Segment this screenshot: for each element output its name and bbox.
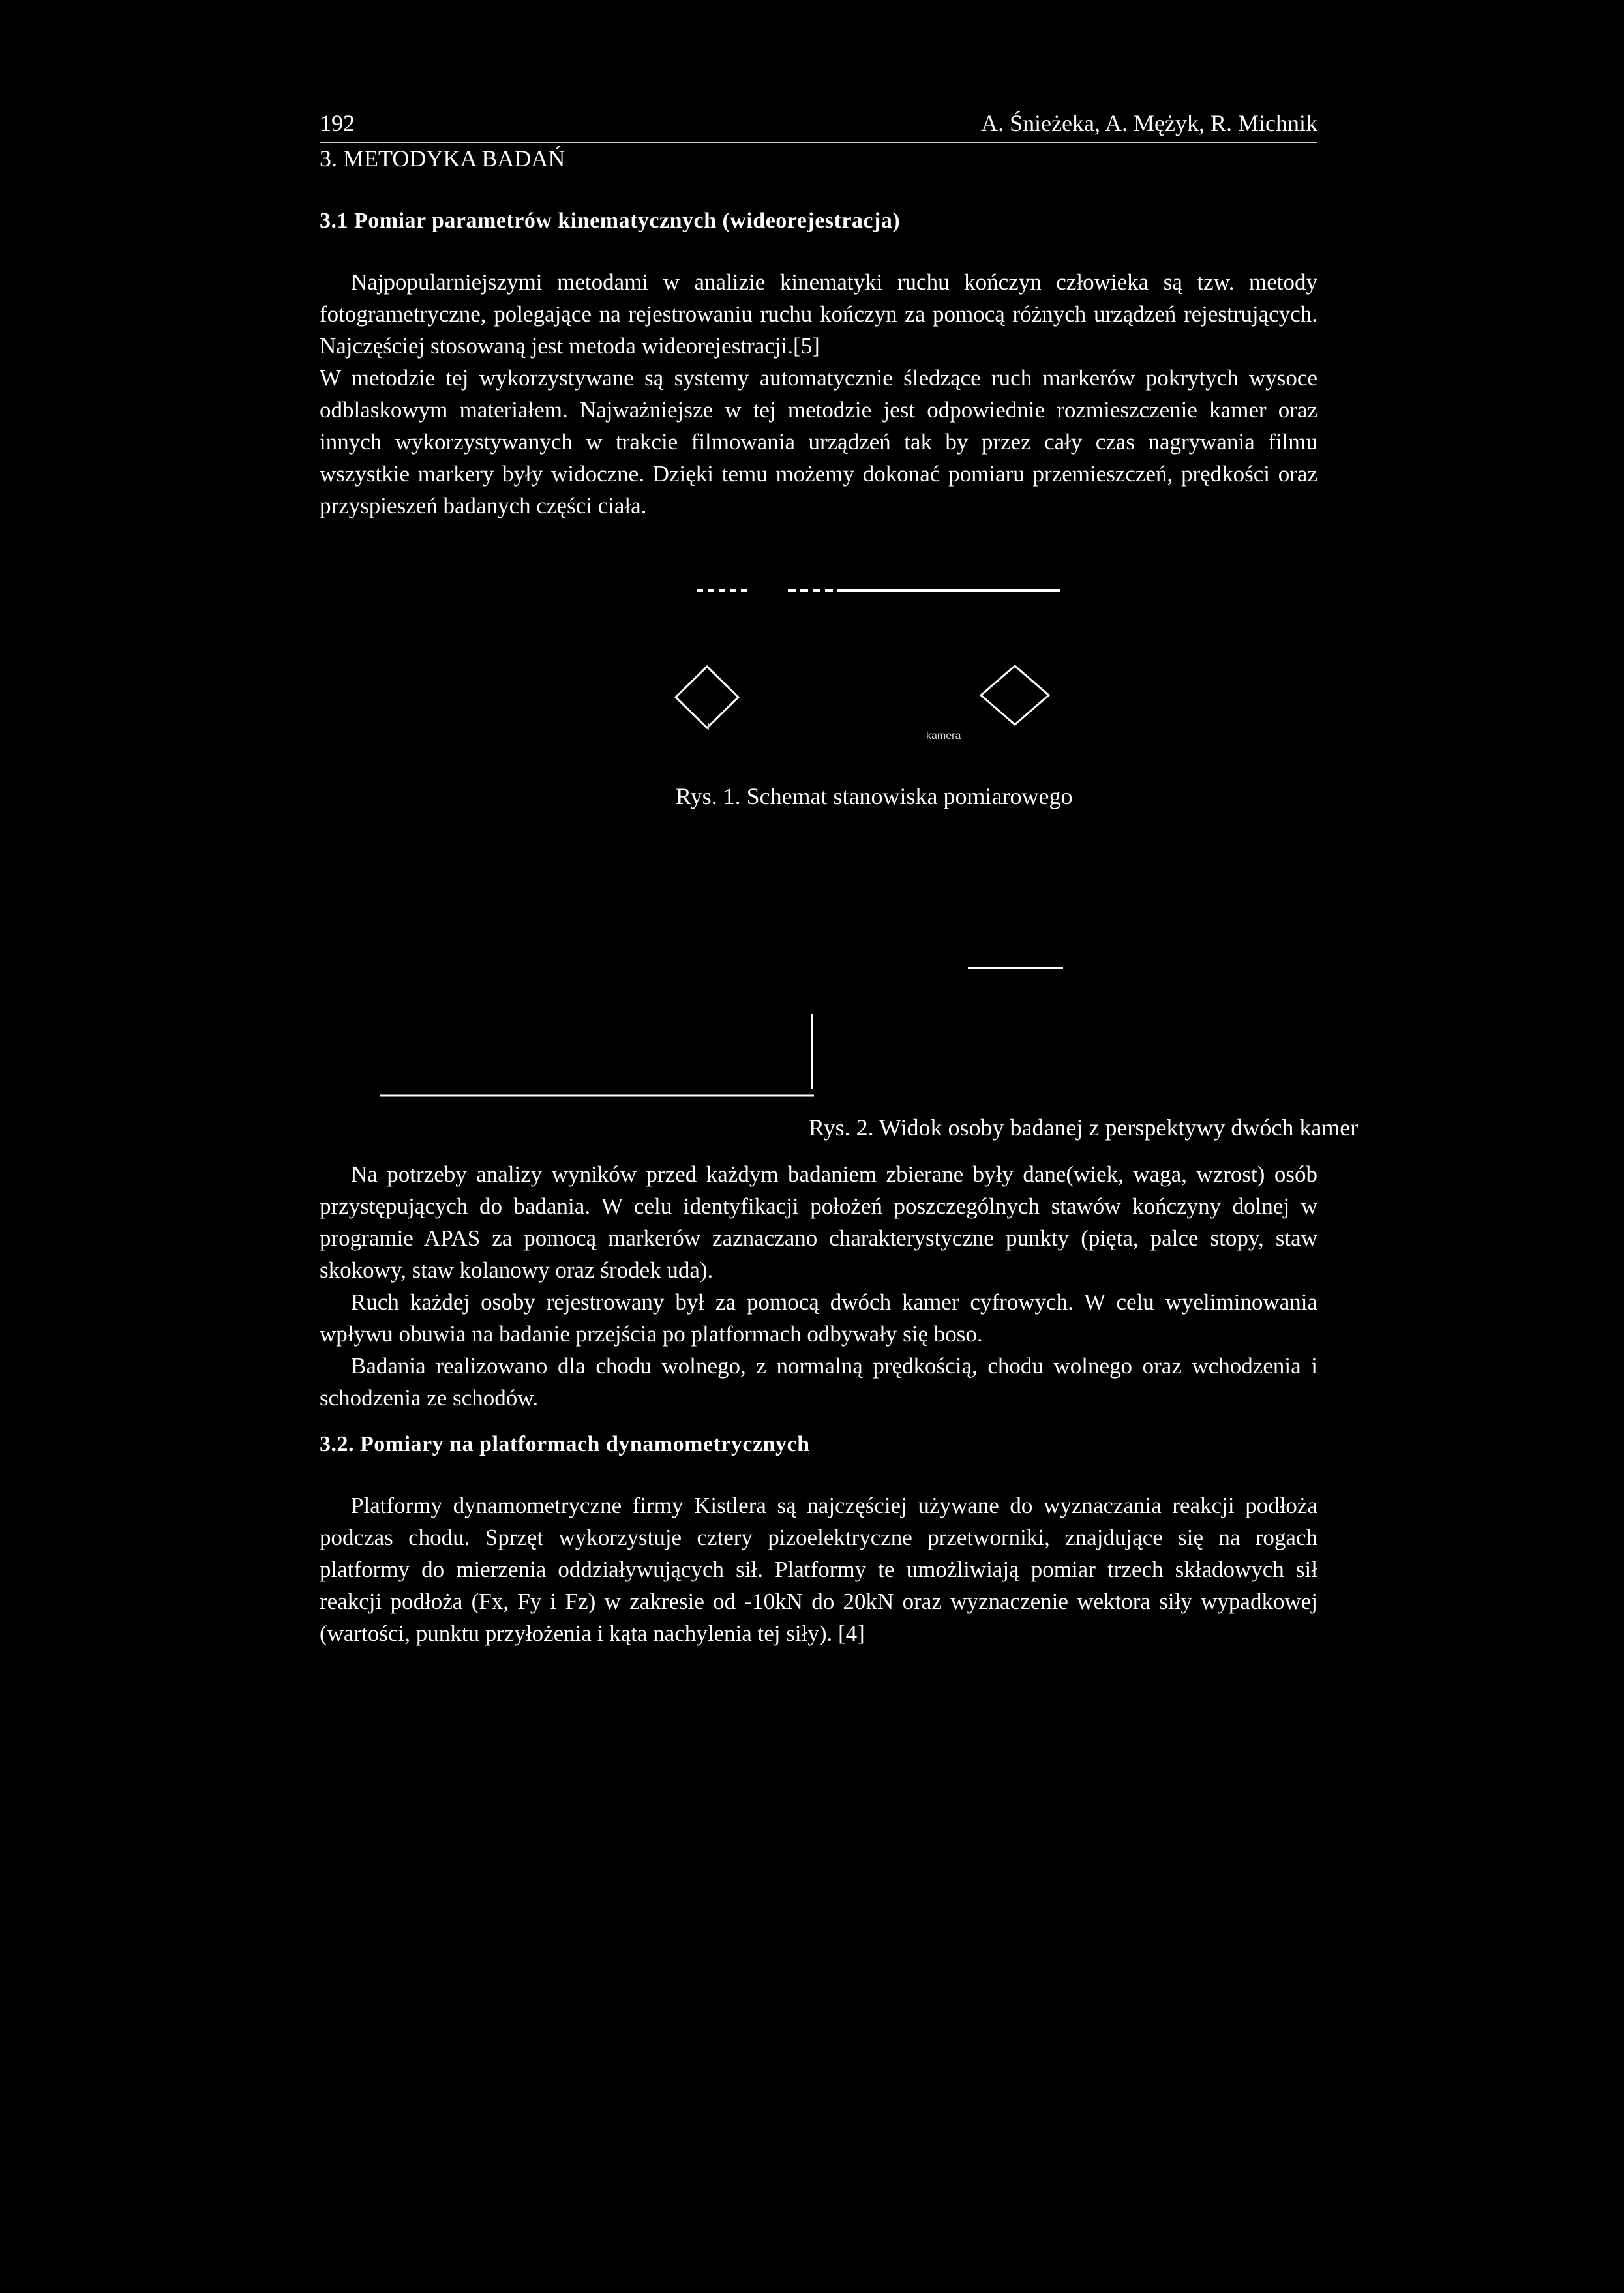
header-rule [320,142,1317,143]
section-heading-3-1: 3.1 Pomiar parametrów kinematycznych (wideorejestracja) [320,209,901,233]
paragraph: Platformy dynamometryczne firmy Kistlera są najczęściej używane do wyznaczania reakcji podłoża podczas chodu. Sprzęt wykorzystuje cztery pizoelektryczne przetworniki, znajdujące się na rogach platformy do mierzenia oddziaływujących sił. Platformy te umożliwiają pomiar trzech składowych sił reakcji podłoża (Fx, Fy i Fz) w zakresie od -10kN do 20kN oraz wyznaczenie wektora siły wypadkowej (wartości, punktu przyłożenia i kąta nachylenia tej siły). [4] [320,1493,1317,1646]
paragraph: Na potrzeby analizy wyników przed każdym badaniem zbierane były dane(wiek, waga, wzrost) osób przystępujących do badania. W celu identyfikacji położeń poszczególnych stawów kończyny dolnej w programie APAS za pomocą markerów zaznaczano charakterystyczne punkty (pięta, palce stopy, staw skokowy, staw kolanowy oraz środek uda). [320,1161,1317,1283]
figure-2-caption: Rys. 2. Widok osoby badanej z perspektywy dwóch kamer [809,1115,1359,1141]
authors: A. Śnieżeka, A. Mężyk, R. Michnik [981,110,1317,136]
camera-left-icon [676,667,738,728]
camera-label: kamera [926,730,961,742]
paragraph: Badania realizowano dla chodu wolnego, z normalną prędkością, chodu wolnego oraz wchodzenia i schodzenia ze schodów. [320,1353,1317,1411]
paragraph: W metodzie tej wykorzystywane są systemy automatycznie śledzące ruch markerów pokrytych wysoce odblaskowym materiałem. Najważniejsze w tej metodzie jest odpowiednie rozmieszczenie kamer oraz innych wykorzystywanych w trakcie filmowania urządzeń tak by przez cały czas nagrywania filmu wszystkie markery były widoczne. Dzięki temu możemy dokonać pomiaru przemieszczeń, prędkości oraz przyspieszeń badanych części ciała. [320,365,1317,518]
running-title: 3. METODYKA BADAŃ [320,145,565,172]
paragraph: Najpopularniejszymi metodami w analizie kinematyki ruchu kończyn człowieka są tzw. metody fotogrametryczne, polegające na rejestrowaniu ruchu kończyn za pomocą różnych urządzeń rejestrujących. Najczęściej stosowaną jest metoda wideorejestracji.[5] [320,269,1317,359]
section-heading-3-2: 3.2. Pomiary na platformach dynamometrycznych [320,1432,810,1456]
section-3-2-body [320,1490,1317,1649]
paragraph: Ruch każdej osoby rejestrowany był za pomocą dwóch kamer cyfrowych. W celu wyeliminowania wpływu obuwia na badanie przejścia po platformach odbywały się boso. [320,1289,1317,1347]
page-number: 192 [320,110,355,136]
section-3-1-body [320,266,1317,522]
camera-right-icon [981,666,1049,725]
section-3-1-continued [320,1158,1317,1414]
figure-1-caption: Rys. 1. Schemat stanowiska pomiarowego [676,783,1073,809]
